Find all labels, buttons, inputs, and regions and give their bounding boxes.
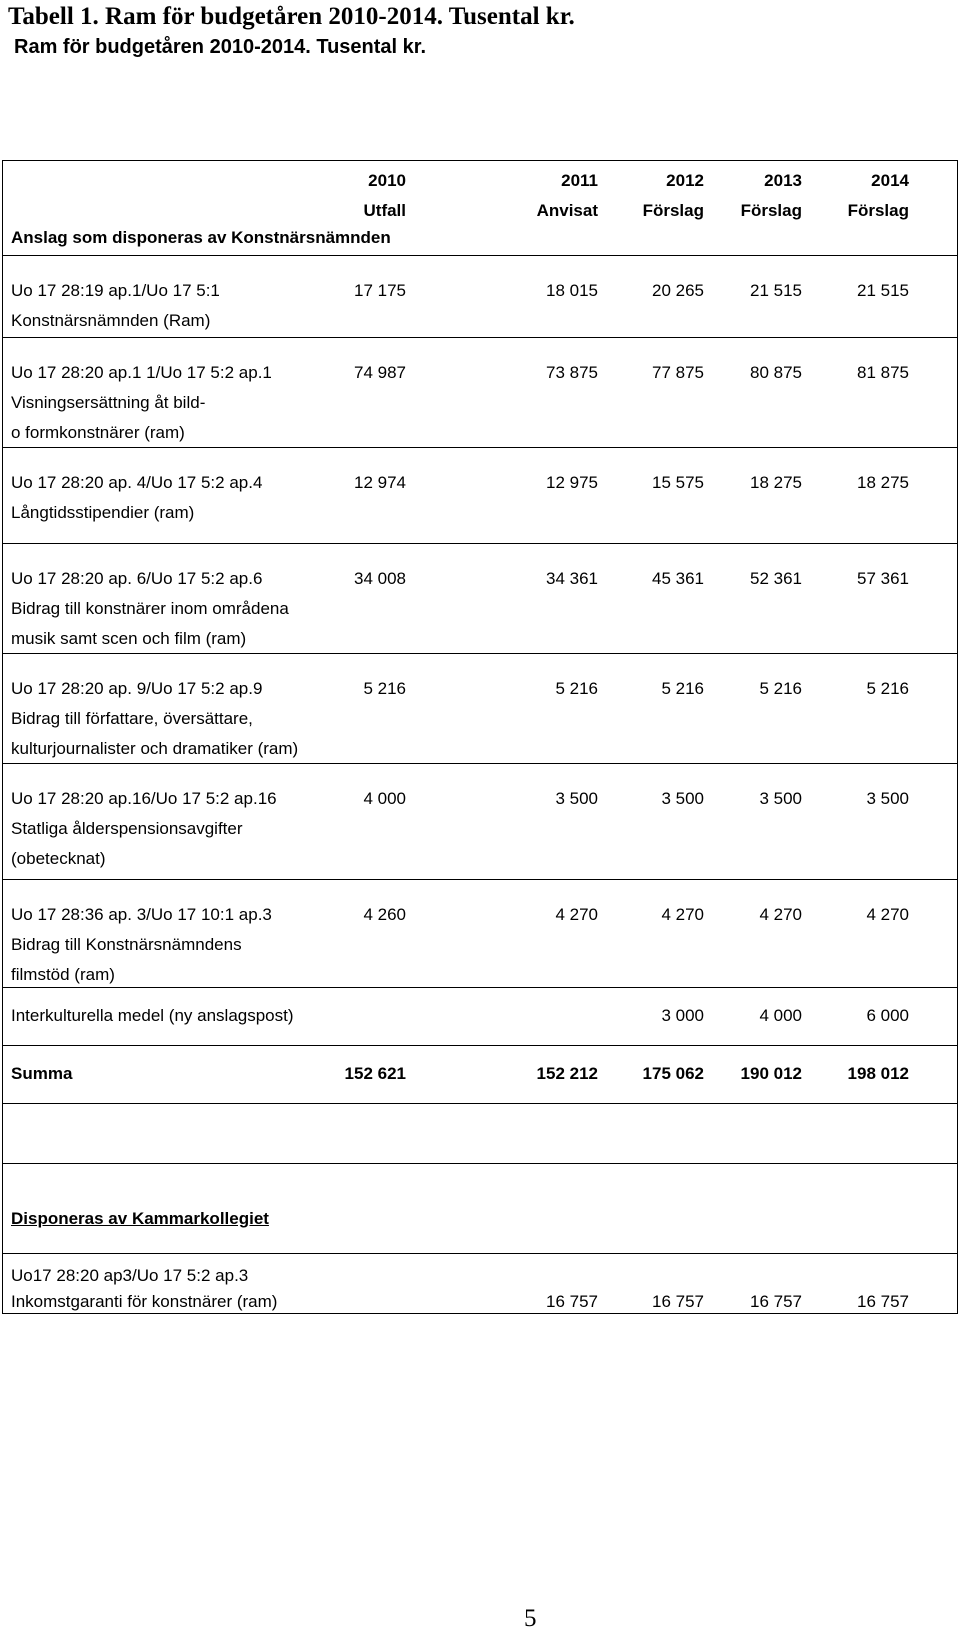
row-value: 3 500: [555, 789, 598, 808]
row-value: 52 361: [750, 569, 802, 588]
kammar-line1: Uo17 28:20 ap3/Uo 17 5:2 ap.3: [11, 1266, 249, 1285]
table-row: [2, 654, 958, 764]
row-value: 18 275: [750, 473, 802, 492]
row-value: 34 361: [546, 569, 598, 588]
row-value: 45 361: [652, 569, 704, 588]
header-type: Förslag: [642, 201, 704, 220]
row-value: 18 275: [857, 473, 909, 492]
row-value: 81 875: [857, 363, 909, 382]
kammar-value: 16 757: [546, 1292, 598, 1311]
page-subtitle: Ram för budgetåren 2010-2014. Tusental kr.: [14, 36, 427, 58]
summa-label: Summa: [11, 1064, 73, 1083]
row-value: 12 975: [546, 473, 598, 492]
kammar-row: [2, 1254, 958, 1314]
kammar-heading: Disponeras av Kammarkollegiet: [11, 1209, 269, 1228]
row-label-line: Uo 17 28:20 ap. 9/Uo 17 5:2 ap.9: [11, 679, 263, 698]
row-label-line: Uo 17 28:19 ap.1/Uo 17 5:1: [11, 281, 220, 300]
row-label-line: Interkulturella medel (ny anslagspost): [11, 1006, 294, 1025]
budget-table: [2, 160, 958, 1371]
row-label-line: (obetecknat): [11, 849, 106, 868]
table-header: [2, 160, 958, 256]
row-value: 20 265: [652, 281, 704, 300]
header-label: Anslag som disponeras av Konstnärsnämnden: [11, 228, 391, 247]
row-label-line: o formkonstnärer (ram): [11, 423, 185, 442]
row-value: 80 875: [750, 363, 802, 382]
header-year: 2012: [666, 171, 704, 190]
row-label-line: musik samt scen och film (ram): [11, 629, 247, 648]
header-year: 2013: [764, 171, 802, 190]
spacer-row: [2, 1104, 958, 1164]
row-value: 74 987: [354, 363, 406, 382]
summa-value: 198 012: [847, 1064, 909, 1083]
row-value: 77 875: [652, 363, 704, 382]
row-value: 5 216: [555, 679, 598, 698]
header-type: Anvisat: [536, 201, 598, 220]
table-row: [2, 544, 958, 654]
header-year: 2014: [871, 171, 909, 190]
row-value: 5 216: [661, 679, 704, 698]
row-label-line: Bidrag till Konstnärsnämndens: [11, 935, 242, 954]
row-value: 5 216: [759, 679, 802, 698]
header-type: Förslag: [847, 201, 909, 220]
row-value: 17 175: [354, 281, 406, 300]
kammar-value: 16 757: [652, 1292, 704, 1311]
kammar-value: 16 757: [750, 1292, 802, 1311]
row-label-line: Uo 17 28:20 ap.16/Uo 17 5:2 ap.16: [11, 789, 277, 808]
header-type: Förslag: [740, 201, 802, 220]
row-value: 21 515: [857, 281, 909, 300]
summa-value: 190 012: [740, 1064, 802, 1083]
kammar-heading-row: [2, 1164, 958, 1254]
summa-value: 152 621: [344, 1064, 406, 1083]
header-type: Utfall: [363, 201, 406, 220]
row-value: 57 361: [857, 569, 909, 588]
row-value: 73 875: [546, 363, 598, 382]
row-value: 5 216: [866, 679, 909, 698]
row-label-line: Visningsersättning åt bild-: [11, 393, 206, 412]
row-label-line: Bidrag till författare, översättare,: [11, 709, 253, 728]
row-label-line: Konstnärsnämnden (Ram): [11, 311, 211, 330]
row-value: 5 216: [363, 679, 406, 698]
summa-value: 152 212: [536, 1064, 598, 1083]
row-value: 6 000: [866, 1006, 909, 1025]
row-value: 3 500: [866, 789, 909, 808]
row-label-line: Bidrag till konstnärer inom områdena: [11, 599, 289, 618]
row-label-line: Uo 17 28:20 ap. 4/Uo 17 5:2 ap.4: [11, 473, 263, 492]
row-value: 4 260: [363, 905, 406, 924]
table-row: [2, 256, 958, 338]
page-title: Tabell 1. Ram för budgetåren 2010-2014. Tusental kr.: [8, 3, 575, 30]
row-label-line: Långtidsstipendier (ram): [11, 503, 195, 522]
row-value: 12 974: [354, 473, 406, 492]
row-value: 4 270: [866, 905, 909, 924]
row-value: 15 575: [652, 473, 704, 492]
row-label-line: Uo 17 28:36 ap. 3/Uo 17 10:1 ap.3: [11, 905, 272, 924]
row-label-line: Uo 17 28:20 ap.1 1/Uo 17 5:2 ap.1: [11, 363, 272, 382]
row-value: 4 000: [363, 789, 406, 808]
row-value: 4 270: [555, 905, 598, 924]
row-value: 4 270: [759, 905, 802, 924]
row-label-line: kulturjournalister och dramatiker (ram): [11, 739, 299, 758]
row-value: 3 000: [661, 1006, 704, 1025]
row-value: 3 500: [661, 789, 704, 808]
row-label-line: filmstöd (ram): [11, 965, 115, 984]
row-value: 3 500: [759, 789, 802, 808]
page-number: 5: [524, 1605, 537, 1632]
row-label-line: Uo 17 28:20 ap. 6/Uo 17 5:2 ap.6: [11, 569, 263, 588]
table-row: [2, 988, 958, 1046]
header-year: 2011: [561, 171, 598, 190]
row-value: 34 008: [354, 569, 406, 588]
row-value: 4 000: [759, 1006, 802, 1025]
kammar-value: 16 757: [857, 1292, 909, 1311]
kammar-line2: Inkomstgaranti för konstnärer (ram): [11, 1292, 278, 1311]
table-row: [2, 338, 958, 448]
summa-value: 175 062: [642, 1064, 704, 1083]
header-year: 2010: [368, 171, 406, 190]
row-value: 21 515: [750, 281, 802, 300]
table-row: [2, 448, 958, 544]
summa-row: [2, 1046, 958, 1104]
row-value: 4 270: [661, 905, 704, 924]
row-value: 18 015: [546, 281, 598, 300]
table-row: [2, 764, 958, 880]
row-label-line: Statliga ålderspensionsavgifter: [11, 819, 243, 838]
table-row: [2, 880, 958, 988]
